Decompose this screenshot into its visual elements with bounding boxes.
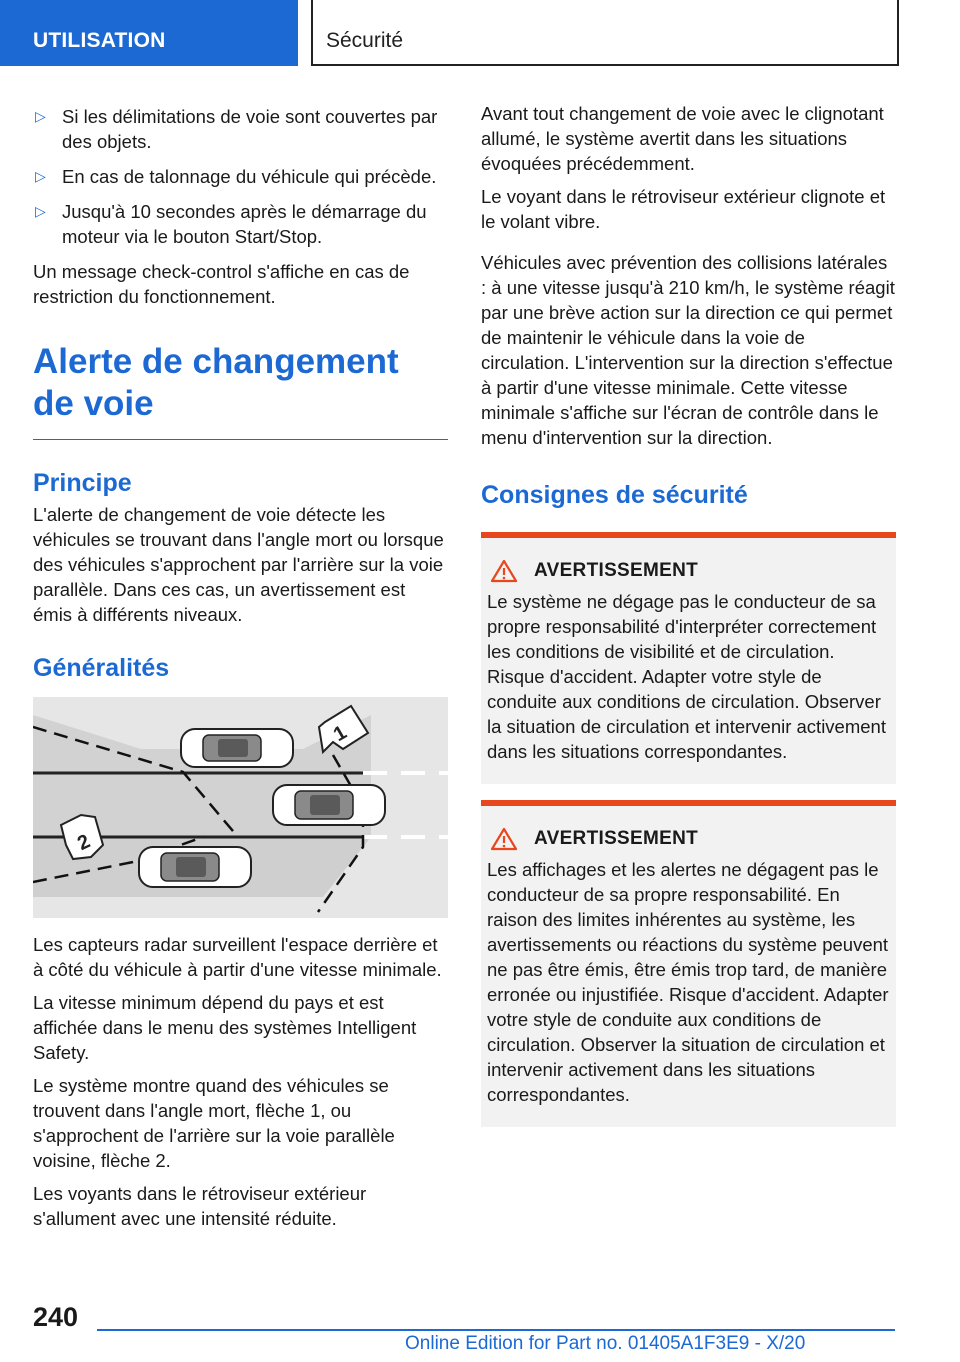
header-chapter-label: Sécurité xyxy=(326,29,404,52)
car-bottom xyxy=(139,847,251,887)
footer-divider xyxy=(97,1329,895,1331)
warning-text: Le système ne dégage pas le conducteur de sa propre responsabilité d'interpréter correctement les conditions de visibilité et de circulation. Risque d'accident. Adapter votre style de conduite aux conditions de circulation. Observer la situation de circulation et intervenir activement dans les situations correspondantes. xyxy=(487,591,886,762)
body-paragraph: Les capteurs radar surveillent l'espace derrière et à côté du véhicule à partir d'une vitesse minimale. xyxy=(33,934,442,980)
svg-text:2: 2 xyxy=(74,830,94,855)
check-control-paragraph: Un message check-control s'affiche en cas de restriction du fonctionnement. xyxy=(33,261,410,307)
footer-edition: Online Edition for Part no. 01405A1F3E9 - X/20 xyxy=(405,1333,806,1354)
car-top xyxy=(181,729,293,767)
body-paragraph: Le système montre quand des véhicules se trouvent dans l'angle mort, flèche 1, ou s'approchent de l'arrière sur la voie parallèle voisine, flèche 2. xyxy=(33,1075,395,1171)
warning-triangle-icon xyxy=(490,827,518,851)
warning-title: AVERTISSEMENT xyxy=(534,828,699,849)
header-chapter-tab xyxy=(311,0,899,66)
page-number: 240 xyxy=(33,1302,79,1332)
svg-text:1: 1 xyxy=(329,721,351,747)
generalites-heading: Généralités xyxy=(33,654,170,682)
body-paragraph: Les voyants dans le rétroviseur extérieur s'allument avec une intensité réduite. xyxy=(33,1183,367,1229)
list-item: ▷ En cas de talonnage du véhicule qui précède. xyxy=(35,166,437,187)
lane-change-diagram xyxy=(33,697,448,918)
warning-triangle-icon xyxy=(490,559,518,583)
warning-box xyxy=(481,532,896,784)
bullet-triangle-icon: ▷ xyxy=(35,203,46,219)
right-column xyxy=(481,101,896,1127)
bullet-triangle-icon: ▷ xyxy=(35,108,46,124)
warning-text: Les affichages et les alertes ne dégagent pas le conducteur de sa propre responsabilité. En raison des limites inhérentes au système, les avertissements ou réactions du système peuvent ne pas être émis, être émis trop tard, de manière erronée ou injustifiée. Risque d'accident. Adapter votre style de conduite aux conditions de circulation. Observer la situation de circulation et intervenir activement dans les situations correspondantes. xyxy=(487,859,889,1105)
left-column xyxy=(33,104,448,1239)
header-section-label: UTILISATION xyxy=(33,29,166,52)
body-paragraph: Le voyant dans le rétroviseur extérieur clignote et le volant vibre. xyxy=(481,186,886,232)
warning-header xyxy=(487,826,889,851)
body-paragraph: Avant tout changement de voie avec le clignotant allumé, le système avertit dans les situations évoquées précédemment. xyxy=(481,103,884,174)
header-section-tab xyxy=(0,0,298,66)
car-ego xyxy=(273,785,385,825)
restriction-list xyxy=(33,104,448,249)
lane-change-illustration xyxy=(33,697,448,918)
list-item: ▷ Si les délimitations de voie sont couvertes par des objets. xyxy=(35,106,438,152)
title-divider xyxy=(33,439,448,440)
safety-heading: Consignes de sécurité xyxy=(481,481,748,509)
prevention-paragraph: Véhicules avec prévention des collisions latérales : à une vitesse jusqu'à 210 km/h, le système réagit par une brève action sur la direction ce qui permet de maintenir le véhicule dans la voie de circulation. L'intervention sur la direction s'effectue à partir d'une vitesse minimale. Cette vitesse minimale s'affiche sur l'écran de contrôle dans le menu d'intervention sur la direction. xyxy=(481,252,895,448)
principe-paragraph: L'alerte de changement de voie détecte les véhicules se trouvant dans l'angle mort ou lorsque des véhicules s'approchent par l'arrière sur la voie parallèle. Dans ces cas, un avertissement est émis à différents niveaux. xyxy=(33,504,444,625)
warning-box xyxy=(481,800,896,1127)
body-paragraph: La vitesse minimum dépend du pays et est affichée dans le menu des systèmes Intelligent Safety. xyxy=(33,992,417,1063)
section-title: Alerte de changement de voie xyxy=(33,342,399,423)
bullet-triangle-icon: ▷ xyxy=(35,168,46,184)
list-item: ▷ Jusqu'à 10 secondes après le démarrage du moteur via le bouton Start/Stop. xyxy=(35,201,427,247)
warning-header xyxy=(487,558,889,583)
principe-heading: Principe xyxy=(33,469,132,497)
warning-title: AVERTISSEMENT xyxy=(534,560,699,581)
